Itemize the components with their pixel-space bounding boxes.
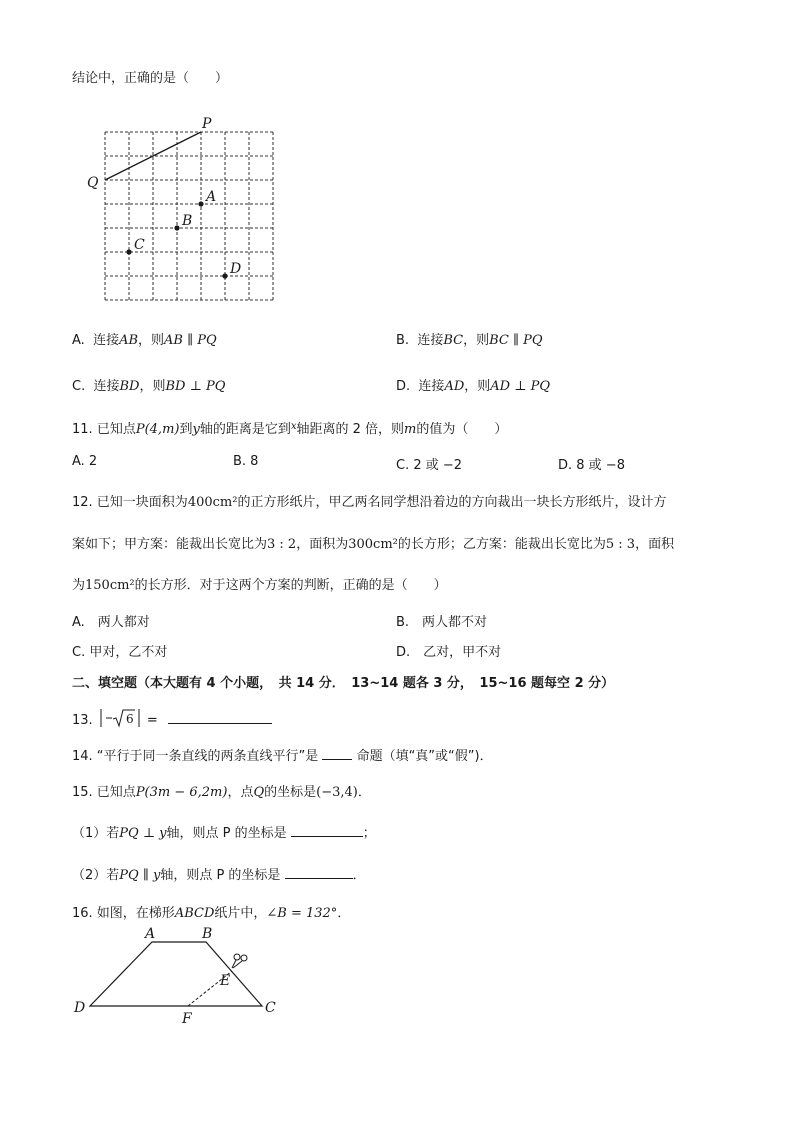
q11-stem: 11. 已知点P(4,m)到y轴的距离是它到$^x$轴距离的 2 倍，则m的值为（ ） — [72, 421, 508, 437]
label-f: F — [182, 1011, 192, 1027]
scissors-icon — [232, 954, 247, 968]
point-d — [222, 273, 227, 278]
q12-line-1: 12. 已知一块面积为400cm²的正方形纸片，甲乙两名同学想沿着边的方向裁出一块长方形纸片，设计方 — [72, 495, 667, 510]
q13-answer-blank[interactable] — [168, 711, 272, 724]
label-d: D — [74, 1000, 86, 1016]
label-a: A — [145, 926, 156, 942]
q16-stem: 16. 如图，在梯形ABCD纸片中，∠B = 132°． — [72, 906, 351, 921]
q10-option-a: A. 连接AB，则AB ∥ PQ — [72, 333, 217, 348]
q14-answer-blank[interactable] — [322, 747, 352, 760]
label-q: Q — [87, 175, 99, 191]
label-b: B — [182, 213, 193, 229]
q10-option-b: B. 连接BC，则BC ∥ PQ — [396, 333, 543, 348]
label-b: B — [202, 926, 213, 942]
q10-option-c: C. 连接BD，则BD ⊥ PQ — [72, 379, 226, 394]
q11-option-c: C. 2 或 −2 — [396, 458, 463, 473]
label-a: A — [206, 189, 217, 205]
q12-option-d: D. 乙对，甲不对 — [396, 645, 502, 660]
label-e: E — [220, 973, 231, 989]
q15-stem: 15. 已知点P(3m − 6,2m)，点Q的坐标是(−3,4)． — [72, 785, 371, 800]
abs-neg-sqrt6 — [97, 707, 147, 729]
q15-sub-1: （1）若PQ ⊥ y轴，则点 P 的坐标是 ； — [72, 826, 376, 841]
q11-option-b: B. 8 — [233, 454, 259, 469]
q10-option-d: D. 连接AD，则AD ⊥ PQ — [396, 379, 550, 394]
q14: 14. “平行于同一条直线的两条直线平行”是 命题（填“真”或“假”)． — [72, 749, 493, 764]
point-a — [198, 201, 203, 206]
label-p: P — [202, 116, 212, 132]
point-c — [126, 249, 131, 254]
svg-text:6: 6 — [125, 712, 134, 726]
section-2-title: 二、填空题（本大题有 4 个小题， 共 14 分． 13~14 题各 3 分， 15~16 题每空 2 分） — [72, 676, 615, 691]
q11-option-d: D. 8 或 −8 — [558, 458, 625, 473]
q10-stem: 结论中，正确的是（ ） — [72, 71, 229, 86]
label-c: C — [134, 237, 145, 253]
q15-sub2-blank[interactable] — [285, 866, 353, 879]
label-c: C — [265, 1000, 276, 1016]
grid-figure — [80, 112, 290, 312]
q15-sub-2: （2）若PQ ∥ y轴，则点 P 的坐标是 ． — [72, 868, 366, 883]
trapezoid-figure — [66, 922, 286, 1032]
q12-option-b: B. 两人都不对 — [396, 615, 488, 630]
q12-option-c: C. 甲对，乙不对 — [72, 645, 168, 660]
q15-sub1-blank[interactable] — [291, 824, 363, 837]
q13: 13. 6 = — [72, 707, 272, 729]
point-b — [174, 225, 179, 230]
q11-option-a: A. 2 — [72, 454, 98, 469]
q12-option-a: A. 两人都对 — [72, 615, 150, 630]
trapezoid-abcd — [90, 942, 262, 1006]
q12-line-2: 案如下；甲方案：能裁出长宽比为3 : 2，面积为300cm²的长方形；乙方案：能裁出长宽比为5 : 3，面积 — [72, 537, 675, 552]
label-d: D — [230, 261, 242, 277]
q12-line-3: 为150cm²的长方形．对于这两个方案的判断，正确的是（ ） — [72, 578, 447, 593]
